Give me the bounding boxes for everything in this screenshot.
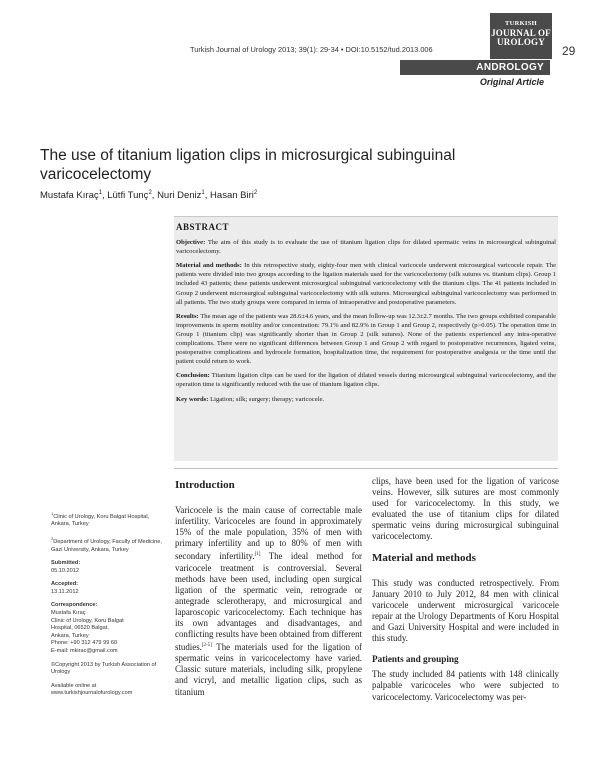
abstract-methods <box>176 261 556 306</box>
author-list: Mustafa Kıraç$^1$, Lütfi Tunç$^2$, Nuri Deniz$^1$, Hasan Biri$^2$ <box>40 190 258 202</box>
accepted-date <box>51 581 163 596</box>
affiliation-number: 2 <box>51 536 54 542</box>
article-type: Original Article <box>479 77 544 87</box>
citation-ref[interactable]: [1] <box>254 552 261 558</box>
affiliation-number: 1 <box>51 511 54 516</box>
introduction-heading: Introduction <box>175 479 235 491</box>
correspondence-line: Mustafa Kıraç <box>51 610 86 617</box>
body-paragraph: The study included 84 patients with 148 clinically palpable varicoceles who were subjected to varicocelectomy. Varicocelectomy was per- <box>372 669 559 702</box>
abstract-conclusion-text: Titanium ligation clips can be used for the ligation of dilated vessels during microsurgical subinguinal varicocelectomy, and the operation time is significantly reduced with the use of titanium ligation clips. <box>176 372 557 389</box>
submitted-value: 05.10.2012 <box>51 567 79 574</box>
copyright: ©Copyright 2013 by Turkish Association of Urology <box>51 661 157 676</box>
affiliation-text: Clinic of Urology, Koru Balgat Hospital, Ankara, Turkey <box>51 513 150 528</box>
affiliation-2 <box>51 535 163 554</box>
patients-heading: Patients and grouping <box>372 654 459 665</box>
correspondence-phone: Phone: +90 312 479 99 60 <box>51 640 118 647</box>
journal-logo <box>490 13 552 59</box>
correspondence-email[interactable]: E-mail: mkirac@gmail.com <box>51 648 118 655</box>
body-paragraph: clips, have been used for the ligation of varicose veins. However, silk sutures are most commonly used for varicocelectomy. In this study, we evaluated the use of titanium clips for dilated spermatic veins during microsurgical subinguinal varicocelectomy. <box>372 476 559 542</box>
author-name: Nuri Deniz <box>157 190 202 202</box>
abstract-keywords-label: Key words: <box>176 395 209 403</box>
abstract-keywords <box>176 395 556 404</box>
abstract-keywords-text: Ligation; silk; surgery; therapy; varicocele. <box>210 395 325 403</box>
page-number: 29 <box>562 44 576 58</box>
methods-heading: Material and methods <box>372 551 476 564</box>
journal-url-link[interactable]: www.turkishjournalofurology.com <box>51 690 133 697</box>
correspondence-line: Hospital, 06520 Balgat, <box>51 625 109 632</box>
available-online <box>51 683 163 698</box>
correspondence-line: Ankara, Turkey <box>51 632 89 639</box>
abstract-conclusion <box>176 371 556 389</box>
journal-citation: Turkish Journal of Urology 2013; 39(1): 29-34 • DOI:10.5152/tud.2013.006 <box>190 45 433 54</box>
correspondence-line: Clinic of Urology, Koru Balgat <box>51 617 124 624</box>
submitted-date <box>51 560 163 575</box>
intro-text: The materials used for the ligation of spermatic veins in varicocelectomy have varied. Classic suture materials, including silk, propylene and vicryl, and metallic ligation clips, such as titanium <box>175 642 363 697</box>
intro-text: Varicocele is the main cause of correctable male infertility. Varicoceles are found in approximately 15% of the male population, 35% of men with primary infertility and up to 80% of men with secondary infertility. <box>175 505 362 562</box>
available-label: Available online at <box>51 682 97 689</box>
body-column-2 <box>372 476 559 703</box>
abstract-methods-label: Material and methods: <box>176 262 242 270</box>
abstract-objective-label: Objective: <box>176 239 206 247</box>
abstract-results-label: Results: <box>176 312 199 320</box>
logo-line-2: JOURNAL OF <box>491 27 551 38</box>
logo-line-3: UROLOGY <box>497 36 545 47</box>
abstract-box <box>174 216 558 461</box>
section-label: ANDROLOGY <box>400 60 550 75</box>
intro-text: The ideal method for varicocele treatment is controversial. Several methods have been used, including open surgical ligation of the spermatic vein, retrograde or antegrade sclerotherapy, and microsurgical and laparoscopic varicocelectomy. Each technique has its own advantages and disadvantages, and conflicting results have been obtained from different studies. <box>175 551 363 653</box>
correspondence-label: Correspondence: <box>51 602 98 609</box>
accepted-label: Accepted: <box>51 581 79 588</box>
accepted-value: 13.11.2012 <box>51 588 79 595</box>
abstract-objective <box>176 238 556 256</box>
author-affiliation: 1 <box>98 190 102 196</box>
abstract-heading: ABSTRACT <box>176 222 230 232</box>
author-name: Lütfi Tunç <box>107 190 149 202</box>
body-paragraph: This study was conducted retrospectively. From January 2010 to July 2012, 84 men with clinical varicocele underwent microsurgical varicocele repair at the Urology Departments of Koru Hospital and Gazi University Hospital and were included in this study. <box>372 577 559 644</box>
citation-ref[interactable]: [2-5] <box>201 643 212 649</box>
divider <box>174 468 558 469</box>
author-affiliation: 1 <box>201 190 205 196</box>
affiliation-text: Department of Urology, Faculty of Medicine, Gazi University, Ankara, Turkey <box>51 538 162 553</box>
abstract-objective-text: The aim of this study is to evaluate the use of titanium ligation clips for dilated spermatic veins in microsurgical subinguinal varicocelectomy. <box>176 239 556 256</box>
author-affiliation: 2 <box>253 190 258 196</box>
introduction-paragraph <box>175 505 362 698</box>
author-name: Hasan Biri <box>210 190 254 202</box>
abstract-conclusion-label: Conclusion: <box>176 372 210 380</box>
author-affiliation: 2 <box>148 190 152 196</box>
correspondence <box>51 602 163 655</box>
article-title: The use of titanium ligation clips in microsurgical subinguinal varicocelectomy <box>40 147 456 183</box>
body-column-1 <box>175 476 362 698</box>
author-name: Mustafa Kıraç <box>40 190 99 202</box>
logo-line-1: TURKISH <box>504 20 538 27</box>
submitted-label: Submitted: <box>51 560 81 567</box>
article-sidebar <box>51 510 163 704</box>
affiliation-1 <box>51 510 163 529</box>
abstract-results-text: The mean age of the patients was 28.6±4.6 years, and the mean follow-up was 12.3±2.7 months. The two groups exhibited comparable improvements in sperm motility and/or concentration: 79.1% and 82.9% in Group 1 and Group 2, respectively (p>0.05). The operation time in Group 1 (titanium clip) was significantly shorter than in Group 2 (silk sutures). None of the patients experienced any intra-operative complications. There were no significant differences between Group 1 and Group 2 with regard to postoperative recurrences, ligated veins, postoperative complications and hydrocele formation, hospitalization time, the requirement for postoperative analgesia or the time until the patient could return to work. <box>176 312 557 366</box>
abstract-results <box>176 312 556 367</box>
abstract-methods-text: In this retrospective study, eighty-four men with clinical varicocele underwent microsurgical varicocele repair. The patients were divided into two groups according to the ligation materials used for the varicocelectomy (silk sutures vs. titanium clips). Group 1 included 43 patients; these patients underwent microsurgical subinguinal varicocelectomy with the titanium clips. The 41 patients included in Group 2 underwent microsurgical subinguinal varicocelectomy with silk sutures. Microsurgical subinguinal varicocelectomy was performed in all patients. The two study groups were compared in terms of intraoperative and postoperative parameters. <box>176 262 557 306</box>
